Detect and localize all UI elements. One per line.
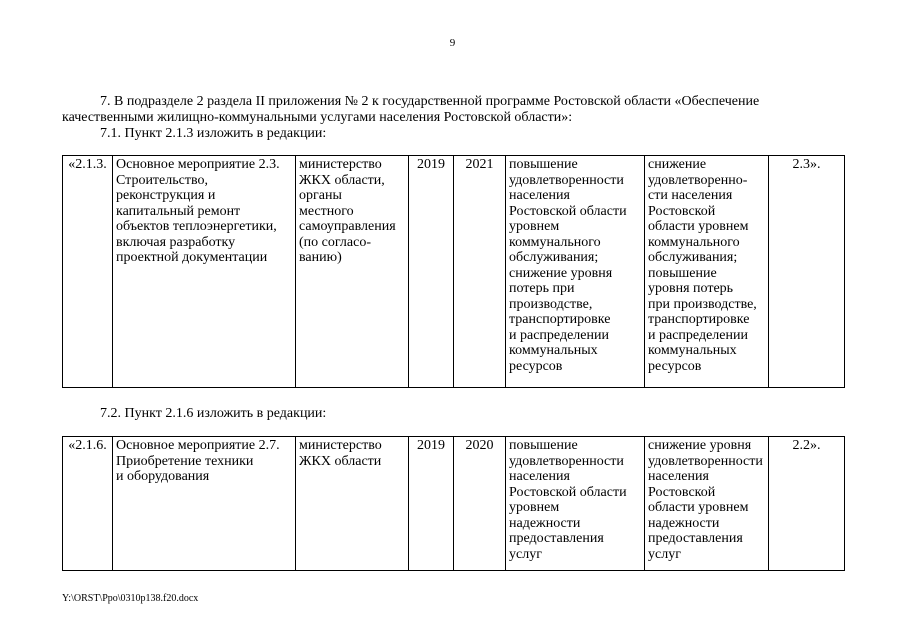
amendment-table-2-1-3 — [62, 155, 845, 388]
section-7-1-heading: 7.1. Пункт 2.1.3 изложить в редакции: — [100, 126, 327, 141]
item-number: «2.1.6. — [63, 437, 113, 571]
consequence-cell: снижение уровня удовлетворенности населения Ростовской области уровнем надежности предоставления услуг — [645, 437, 769, 571]
amendment-table-2-1-6 — [62, 436, 845, 571]
executor-cell: министерство ЖКХ области — [296, 437, 409, 571]
table-row — [63, 437, 845, 571]
end-year-cell: 2020 — [454, 437, 506, 571]
expected-result-cell: повышение удовлетворенности населения Ростовской области уровнем надежности предоставления услуг — [506, 437, 645, 571]
page-number: 9 — [449, 37, 456, 49]
indicator-cell: 2.3». — [769, 156, 845, 388]
intro-paragraph — [62, 94, 844, 126]
start-year-cell: 2019 — [409, 437, 454, 571]
indicator-cell: 2.2». — [769, 437, 845, 571]
end-year-cell: 2021 — [454, 156, 506, 388]
section-7-2-heading: 7.2. Пункт 2.1.6 изложить в редакции: — [100, 406, 327, 421]
footer-file-path: Y:\ORST\Ppo\0310p138.f20.docx — [62, 593, 199, 604]
measure-cell: Основное мероприятие 2.7. Приобретение техники и оборудования — [113, 437, 296, 571]
start-year-cell: 2019 — [409, 156, 454, 388]
item-number: «2.1.3. — [63, 156, 113, 388]
expected-result-cell: повышение удовлетворенности населения Ростовской области уровнем коммунального обслуживания; снижение уровня потерь при производстве, транспортировке и распределении коммунальных ресурсов — [506, 156, 645, 388]
measure-cell: Основное мероприятие 2.3. Строительство, реконструкция и капитальный ремонт объектов теплоэнергетики, включая разработку проектной документации — [113, 156, 296, 388]
intro-line-1: 7. В подразделе 2 раздела II приложения № 2 к государственной программе Ростовской области «Обеспечение — [100, 94, 760, 109]
executor-cell: министерство ЖКХ области, органы местного самоуправления (по согласо- ванию) — [296, 156, 409, 388]
table-row — [63, 156, 845, 388]
consequence-cell: снижение удовлетворенно- сти населения Ростовской области уровнем коммунального обслуживания; повышение уровня потерь при производстве, транспортировке и распределении коммунальных ресурсов — [645, 156, 769, 388]
intro-line-2: качественными жилищно-коммунальными услугами населения Ростовской области»: — [62, 110, 573, 125]
